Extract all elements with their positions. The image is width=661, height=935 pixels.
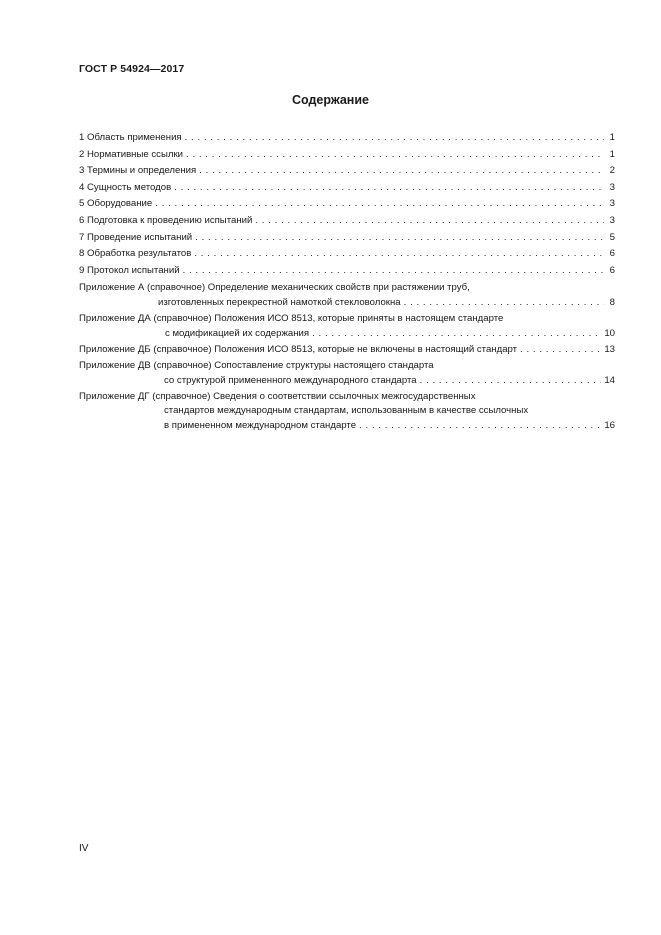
toc-entry-page: 10 xyxy=(604,327,615,339)
toc-entry-text: 1 Область применения xyxy=(79,132,182,143)
dot-leader xyxy=(183,263,604,280)
toc-entry-page: 1 xyxy=(609,132,615,143)
toc-entry-text-continued: с модификацией их содержания xyxy=(165,327,310,339)
dot-leader xyxy=(420,374,602,388)
table-of-contents xyxy=(79,130,615,435)
dot-leader xyxy=(312,327,601,341)
toc-entry-5[interactable] xyxy=(79,196,615,213)
toc-entry-page: 16 xyxy=(604,419,615,431)
toc-entry-page: 3 xyxy=(609,214,615,226)
dot-leader xyxy=(194,246,604,263)
toc-entry-text: Приложение ДБ (справочное) Положения ИСО 8513, которые не включены в настоящий стандарт xyxy=(79,343,518,355)
toc-entry-page: 8 xyxy=(609,296,615,308)
toc-entry-appendix-dv[interactable] xyxy=(79,359,615,388)
dot-leader xyxy=(199,163,604,180)
toc-entry-appendix-da[interactable] xyxy=(79,312,615,341)
dot-leader xyxy=(186,147,604,164)
dot-leader xyxy=(404,296,604,310)
toc-entry-page: 14 xyxy=(604,374,615,386)
toc-entry-1[interactable] xyxy=(79,130,615,147)
toc-entry-text-continued: со структурой примененного международного стандарта xyxy=(164,374,417,386)
toc-entry-text: 4 Сущность методов xyxy=(79,181,172,193)
dot-leader xyxy=(155,196,604,213)
toc-entry-text: 7 Проведение испытаний xyxy=(79,231,193,243)
toc-entry-text: 9 Протокол испытаний xyxy=(79,264,180,276)
toc-entry-text: 2 Нормативные ссылки xyxy=(79,148,184,160)
toc-entry-text: 3 Термины и определения xyxy=(79,165,197,177)
toc-entry-text: Приложение А (справочное) Определение механических свойств при растяжении труб, xyxy=(79,282,470,294)
dot-leader xyxy=(185,130,604,147)
toc-entry-text-continued: изготовленных перекрестной намоткой стекловолокна xyxy=(158,296,401,308)
dot-leader xyxy=(359,419,601,433)
toc-entry-text: Приложение ДГ (справочное) Сведения о соответствии ссылочных межгосударственных xyxy=(79,391,476,403)
toc-entry-appendix-dg[interactable] xyxy=(79,390,615,433)
dot-leader xyxy=(195,230,604,247)
toc-entry-7[interactable] xyxy=(79,230,615,247)
toc-entry-3[interactable] xyxy=(79,163,615,180)
toc-entry-2[interactable] xyxy=(79,147,615,164)
toc-entry-text: Приложение ДА (справочное) Положения ИСО 8513, которые приняты в настоящем стандарте xyxy=(79,313,504,325)
dot-leader xyxy=(174,180,604,197)
dot-leader xyxy=(520,343,601,357)
toc-entry-appendix-db[interactable] xyxy=(79,343,615,357)
toc-entry-page: 5 xyxy=(609,231,615,243)
toc-entry-4[interactable] xyxy=(79,180,615,197)
toc-entry-text: 6 Подготовка к проведению испытаний xyxy=(79,214,253,226)
toc-entry-page: 3 xyxy=(609,198,615,210)
toc-entry-page: 13 xyxy=(604,343,615,355)
toc-entry-page: 3 xyxy=(609,181,615,193)
toc-entry-8[interactable] xyxy=(79,246,615,263)
toc-title: Содержание xyxy=(291,93,369,107)
toc-entry-9[interactable] xyxy=(79,263,615,280)
page-number: IV xyxy=(79,843,89,854)
toc-entry-text-continued: стандартов международным стандартам, использованным в качестве ссылочных xyxy=(164,405,529,417)
toc-entry-page: 6 xyxy=(609,264,615,276)
toc-entry-text: Приложение ДВ (справочное) Сопоставление структуры настоящего стандарта xyxy=(79,360,434,372)
dot-leader xyxy=(255,213,604,230)
document-code: ГОСТ Р 54924—2017 xyxy=(79,63,185,75)
toc-entry-text: 5 Оборудование xyxy=(79,198,153,210)
toc-entry-6[interactable] xyxy=(79,213,615,230)
toc-entry-page: 1 xyxy=(609,148,615,160)
toc-entry-page: 6 xyxy=(609,248,615,260)
toc-entry-text-continued: в примененном международном стандарте xyxy=(164,419,357,431)
toc-entry-text: 8 Обработка результатов xyxy=(79,248,192,260)
toc-entry-page: 2 xyxy=(609,165,615,177)
toc-entry-appendix-a[interactable] xyxy=(79,281,615,310)
